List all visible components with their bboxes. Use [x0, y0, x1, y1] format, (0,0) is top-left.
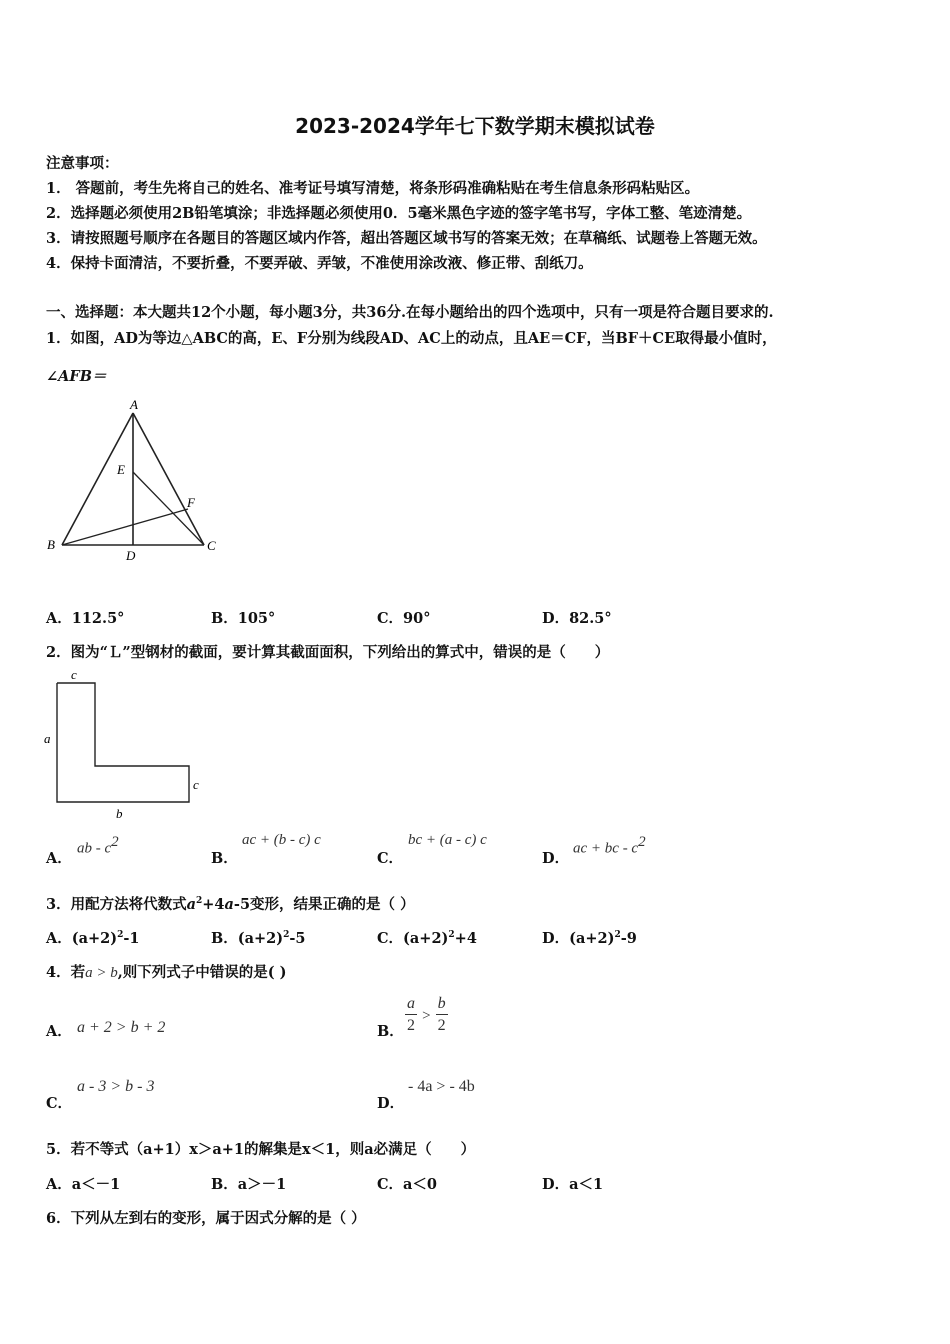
- q3-option-b: B．$(a+2)^2-5$: [211, 930, 306, 947]
- label-c-right: c: [193, 777, 199, 792]
- label-c-top: c: [71, 668, 77, 682]
- q5-option-d: D．a＜1: [542, 1176, 604, 1193]
- side-ab: [62, 413, 133, 545]
- label-f: F: [187, 495, 195, 510]
- q4-option-b-letter: B．: [377, 1023, 404, 1040]
- q3-option-a: A．$(a+2)^2-1$: [46, 930, 140, 947]
- q4-option-d-letter: D．: [377, 1095, 405, 1112]
- q5-option-b: B．a＞－1: [211, 1176, 287, 1193]
- label-a: a: [44, 731, 51, 746]
- q1-option-c: C．90°: [377, 610, 431, 627]
- q2-option-d-expr: ac + bc - $c^2$: [573, 834, 646, 857]
- q4-option-d-expr: - 4a > - 4b: [408, 1078, 475, 1095]
- q2-option-c-letter: C．: [377, 850, 404, 867]
- notice-item-1: 1． 答题前，考生先将自己的姓名、准考证号填写清楚，将条形码准确粘贴在考生信息条形码粘贴区。: [46, 180, 700, 197]
- q4-stem: 4．若a > b,则下列式子中错误的是( ): [46, 964, 287, 981]
- section-heading: 一、选择题：本大题共12个小题，每小题3分，共36分.在每小题给出的四个选项中，只有一项是符合题目要求的.: [46, 304, 774, 321]
- q5-option-c: C．a＜0: [377, 1176, 438, 1193]
- q5-stem: 5．若不等式（a+1）x＞a+1的解集是x＜1，则a必满足（ ）: [46, 1141, 476, 1158]
- label-b: b: [116, 806, 123, 821]
- q2-option-b-letter: B．: [211, 850, 238, 867]
- label-d: D: [126, 548, 136, 563]
- label-e: E: [117, 462, 125, 477]
- side-ac: [133, 413, 204, 545]
- q1-stem-line2: ∠AFB＝: [46, 368, 107, 385]
- label-b: B: [47, 537, 55, 552]
- q1-stem-line1: 1．如图，AD为等边△ABC的高，E、F分别为线段AD、AC上的动点，且AE＝CF，当BF＋CE取得最小值时，: [46, 330, 777, 347]
- q1-option-d: D．82.5°: [542, 610, 612, 627]
- q2-option-b-expr: ac + (b - c) c: [242, 832, 321, 848]
- page-title: 2023-2024学年七下数学期末模拟试卷: [295, 114, 655, 138]
- q3-stem: 3．用配方法将代数式$a^2+4a-5$变形，结果正确的是（ ）: [46, 896, 415, 913]
- q1-triangle-figure: [40, 395, 230, 570]
- notice-item-4: 4．保持卡面清洁，不要折叠，不要弄破、弄皱，不准使用涂改液、修正带、刮纸刀。: [46, 255, 593, 272]
- label-c: C: [207, 538, 216, 553]
- label-a: A: [130, 397, 138, 412]
- q1-option-a: A．112.5°: [46, 610, 125, 627]
- q4-option-a-letter: A．: [46, 1023, 72, 1040]
- segment-bf: [62, 509, 188, 545]
- q1-option-b: B．105°: [211, 610, 276, 627]
- q2-option-a-letter: A．: [46, 850, 72, 867]
- q6-stem: 6．下列从左到右的变形，属于因式分解的是（ ）: [46, 1210, 366, 1227]
- q5-option-a: A．a＜－1: [46, 1176, 121, 1193]
- q2-stem: 2．图为“Ｌ”型钢材的截面，要计算其截面面积，下列给出的算式中，错误的是（ ）: [46, 644, 610, 661]
- notice-heading: 注意事项：: [46, 155, 119, 172]
- notice-item-2: 2．选择题必须使用2B铅笔填涂；非选择题必须使用0．5毫米黑色字迹的签字笔书写，字体工整、笔迹清楚。: [46, 205, 752, 222]
- q4-option-a-expr: a + 2 > b + 2: [77, 1019, 166, 1036]
- q2-l-shape-figure: [40, 668, 215, 828]
- q4-option-c-expr: a - 3 > b - 3: [77, 1078, 155, 1095]
- notice-item-3: 3．请按照题号顺序在各题目的答题区域内作答，超出答题区域书写的答案无效；在草稿纸、试题卷上答题无效。: [46, 230, 767, 247]
- q4-option-b-expr: $\frac{a}{2}$ > $\frac{b}{2}$: [407, 995, 446, 1034]
- l-shape-outline: [57, 683, 189, 802]
- q2-option-c-expr: bc + (a - c) c: [408, 832, 487, 848]
- q2-option-a-expr: ab - $c^2$: [77, 834, 119, 857]
- q3-option-c: C．$(a+2)^2+4$: [377, 930, 477, 947]
- q3-option-d: D．$(a+2)^2-9$: [542, 930, 637, 947]
- q2-option-d-letter: D．: [542, 850, 570, 867]
- q4-option-c-letter: C．: [46, 1095, 73, 1112]
